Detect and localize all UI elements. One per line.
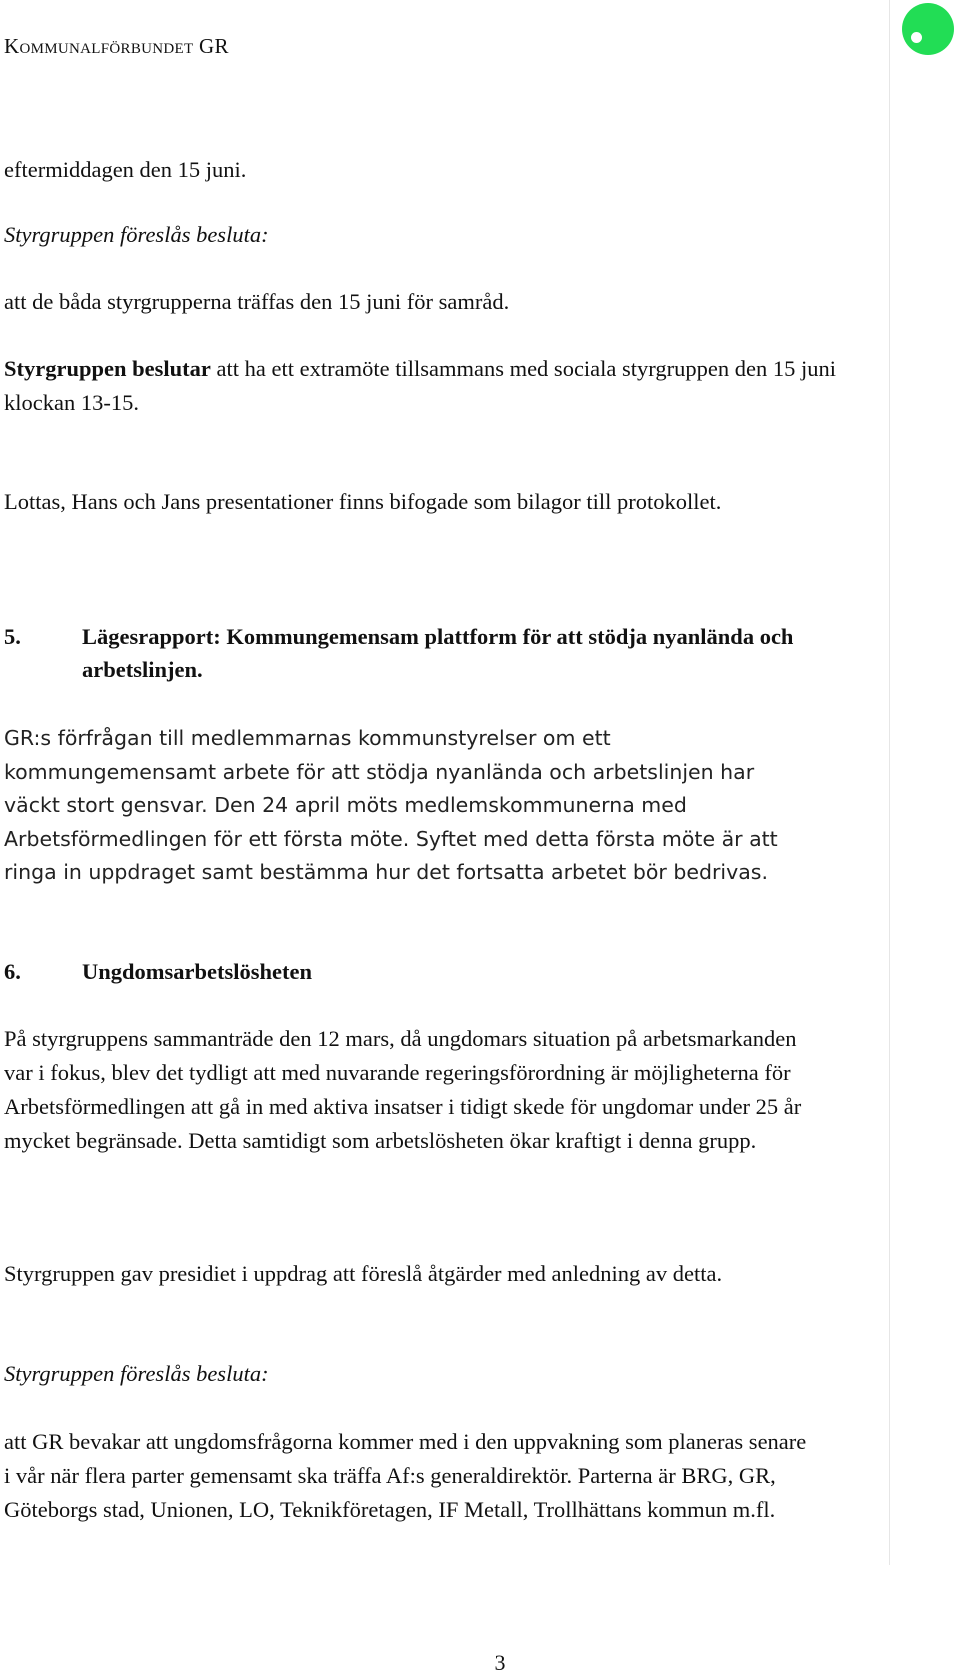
proposal-label: Styrgruppen föreslås besluta:: [4, 1361, 269, 1386]
paragraph-decision: [4, 352, 864, 420]
section-body: GR:s förfrågan till medlemmarnas kommunstyrelser om ett kommungemensamt arbete för att stödja nyanlända och arbetslinjen har väckt stort gensvar. Den 24 april möts medlemskommunerna med Arbetsförmedlingen för ett första möte. Syftet med detta första möte är att ringa in uppdraget samt bestämma hur det fortsatta arbetet bör bedrivas.: [4, 726, 778, 884]
decision-label: Styrgruppen beslutar: [4, 356, 211, 381]
paragraph: Styrgruppen gav presidiet i uppdrag att föreslå åtgärder med anledning av detta.: [4, 1261, 723, 1286]
section-heading: [4, 620, 864, 686]
section-title: Ungdomsarbetslösheten: [82, 959, 313, 984]
decision-text: att ha ett extramöte tillsammans med sociala styrgruppen den 15 juni klockan 13-15.: [4, 356, 836, 415]
paragraph: att de båda styrgrupperna träffas den 15 juni för samråd.: [4, 289, 510, 314]
section-heading: [4, 955, 864, 988]
margin-rule: [889, 0, 890, 1565]
logo-icon: [902, 3, 954, 55]
paragraph: att GR bevakar att ungdomsfrågorna kommer med i den uppvakning som planeras senare i vår när flera parter gemensamt ska träffa Af:s generaldirektör. Parterna är BRG, GR, Göteborgs stad, Unionen, LO, Teknikföretagen, IF Metall, Trollhättans kommun m.fl.: [4, 1429, 807, 1522]
section-body: På styrgruppens sammanträde den 12 mars, då ungdomars situation på arbetsmarkanden var i fokus, blev det tydligt att med nuvarande regeringsförordning är möjligheterna för Arbetsförmedlingen att gå in med aktiva insatser i tidigt skede för ungdomar under 25 år mycket begränsade. Detta samtidigt som arbetslösheten ökar kraftigt i denna grupp.: [4, 1026, 802, 1153]
paragraph: eftermiddagen den 15 juni.: [4, 157, 247, 182]
section-title: Lägesrapport: Kommungemensam plattform för att stödja nyanlända och arbetslinjen.: [82, 624, 794, 682]
paragraph: Lottas, Hans och Jans presentationer finns bifogade som bilagor till protokollet.: [4, 489, 722, 514]
page-number: 3: [494, 1650, 506, 1675]
organization-header: Kommunalförbundet GR: [4, 34, 229, 58]
proposal-label: Styrgruppen föreslås besluta:: [4, 222, 269, 247]
section-number: 5.: [4, 624, 21, 649]
section-number: 6.: [4, 959, 21, 984]
